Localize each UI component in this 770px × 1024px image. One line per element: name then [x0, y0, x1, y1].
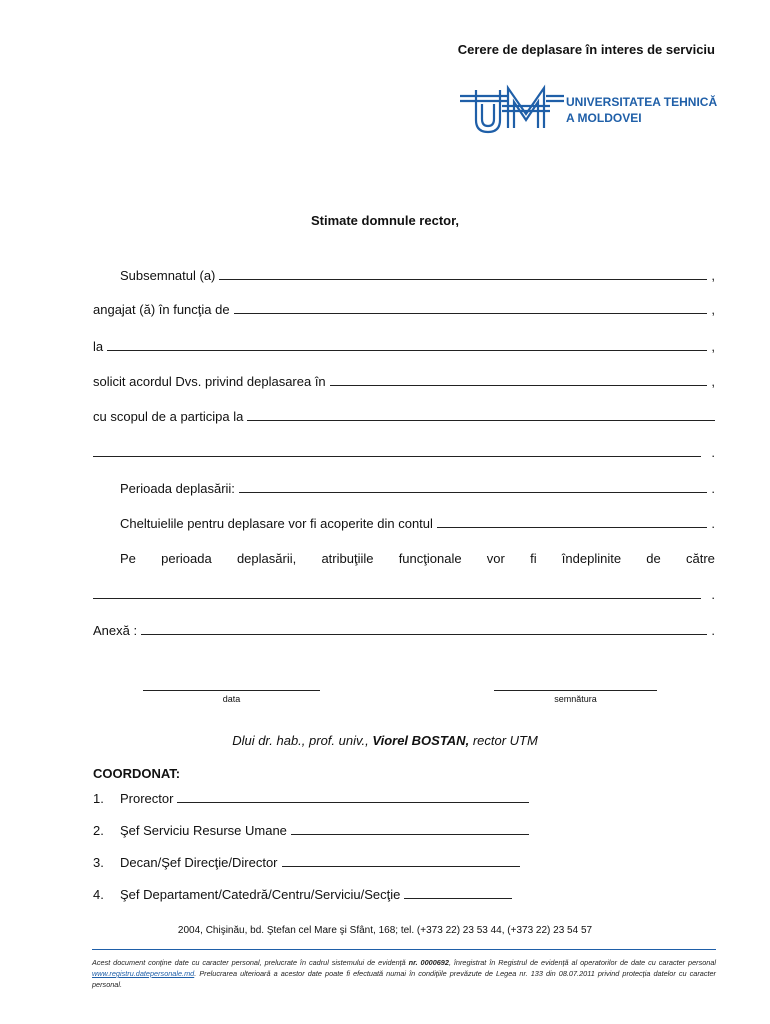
field-angajat[interactable] [93, 302, 715, 317]
salutation: Stimate domnule rector, [310, 213, 460, 228]
privacy-text-1: Acest document conţine date cu caracter personal, prelucrate în cadrul sistemului de evidenţă [92, 958, 406, 967]
field-atributii-cont[interactable] [93, 587, 715, 602]
field-subsemnatul-line[interactable] [219, 278, 707, 280]
atributii-word: funcţionale [398, 551, 462, 566]
university-name-line2: A MOLDOVEI [566, 111, 642, 125]
field-scop[interactable] [93, 409, 715, 424]
field-atributii-label [120, 551, 715, 566]
field-scop-cont[interactable] [93, 445, 715, 460]
approval-number: 2. [93, 823, 104, 838]
footer-divider [92, 949, 716, 950]
rector-suffix: rector UTM [472, 733, 538, 748]
atributii-word: fi [530, 551, 537, 566]
approval-line[interactable] [282, 865, 520, 867]
field-subsemnatul-label: Subsemnatul (a) [120, 268, 216, 283]
privacy-text-2: , înregistrat în Registrul de evidenţă al operatorilor de date cu caracter personal [448, 958, 717, 967]
field-perioada[interactable] [120, 481, 715, 496]
field-la-line[interactable] [107, 349, 707, 351]
field-scop-label: cu scopul de a participa la [93, 409, 244, 424]
atributii-word: atribuţiile [321, 551, 374, 566]
approval-line[interactable] [177, 801, 529, 803]
approval-label: Şef Departament/Catedră/Centru/Serviciu/Secţie [120, 887, 401, 902]
field-end-dot: . [711, 623, 715, 638]
field-solicit-line[interactable] [330, 384, 708, 386]
field-cheltuieli-line[interactable] [437, 526, 707, 528]
approval-line[interactable] [291, 833, 529, 835]
field-solicit[interactable] [93, 374, 715, 389]
field-la-label: la [93, 339, 104, 354]
atributii-word: perioada [161, 551, 212, 566]
field-scop-cont-line[interactable] [93, 455, 701, 457]
university-address: 2004, Chişinău, bd. Ştefan cel Mare şi Sfânt, 168; tel. (+373 22) 23 53 44, (+373 22) 23 54 57 [177, 925, 593, 936]
date-label: data [222, 694, 241, 704]
field-angajat-label: angajat (ă) în funcţia de [93, 302, 230, 317]
atributii-word: Pe [120, 551, 136, 566]
field-end-comma: , [711, 302, 715, 317]
approval-label: Prorector [120, 791, 174, 806]
utm-logo [458, 84, 718, 138]
approval-label: Decan/Şef Direcţie/Director [120, 855, 278, 870]
approval-number: 4. [93, 887, 104, 902]
rector-prefix: Dlui dr. hab., prof. univ., [232, 733, 369, 748]
field-end-dot: . [711, 481, 715, 496]
approval-number: 3. [93, 855, 104, 870]
approval-row[interactable] [93, 855, 520, 870]
field-end-dot: . [711, 445, 715, 460]
document-title: Cerere de deplasare în interes de serviciu [457, 42, 715, 57]
approval-row[interactable] [93, 791, 529, 806]
atributii-word: deplasării, [236, 551, 297, 566]
signature-label: semnătura [554, 694, 597, 704]
field-end-dot: . [711, 587, 715, 602]
atributii-word: îndeplinite [561, 551, 622, 566]
field-angajat-line[interactable] [234, 312, 708, 314]
coordonat-heading: COORDONAT: [93, 766, 181, 781]
privacy-notice [92, 957, 716, 990]
field-anexa[interactable] [93, 623, 715, 638]
rector-addressee [0, 733, 770, 748]
field-la[interactable] [93, 339, 715, 354]
registry-link[interactable]: www.registru.datepersonale.md [92, 969, 195, 978]
field-subsemnatul[interactable] [120, 268, 715, 283]
date-line[interactable] [143, 690, 320, 691]
field-end-comma: , [711, 339, 715, 354]
atributii-word: vor [486, 551, 505, 566]
field-cheltuieli-label: Cheltuielile pentru deplasare vor fi acoperite din contul [120, 516, 433, 531]
field-cheltuieli[interactable] [120, 516, 715, 531]
field-end-dot: . [711, 516, 715, 531]
field-end-comma: , [711, 268, 715, 283]
approval-line[interactable] [404, 897, 512, 899]
signature-line[interactable] [494, 690, 657, 691]
approval-row[interactable] [93, 887, 512, 902]
approval-row[interactable] [93, 823, 529, 838]
field-anexa-label: Anexă : [93, 623, 138, 638]
privacy-text-3: . Prelucrarea ulterioară a acestor date poate fi efectuată numai în condiţiile prevăzute de Legea nr. 133 din 08.07.2011 privind protecţia datelor cu caracter personal. [92, 969, 716, 989]
field-scop-line[interactable] [247, 419, 715, 421]
university-name-line1: UNIVERSITATEA TEHNICĂ [566, 95, 718, 109]
approval-number: 1. [93, 791, 104, 806]
field-perioada-label: Perioada deplasării: [120, 481, 235, 496]
privacy-reg-number: nr. 0000692 [408, 958, 449, 967]
field-perioada-line[interactable] [239, 491, 707, 493]
field-solicit-label: solicit acordul Dvs. privind deplasarea în [93, 374, 326, 389]
atributii-word: către [685, 551, 715, 566]
field-end-comma: , [711, 374, 715, 389]
field-anexa-line[interactable] [141, 633, 707, 635]
field-atributii-line[interactable] [93, 597, 701, 599]
rector-name: Viorel BOSTAN, [372, 733, 470, 748]
atributii-word: de [646, 551, 661, 566]
approval-label: Şef Serviciu Resurse Umane [120, 823, 287, 838]
